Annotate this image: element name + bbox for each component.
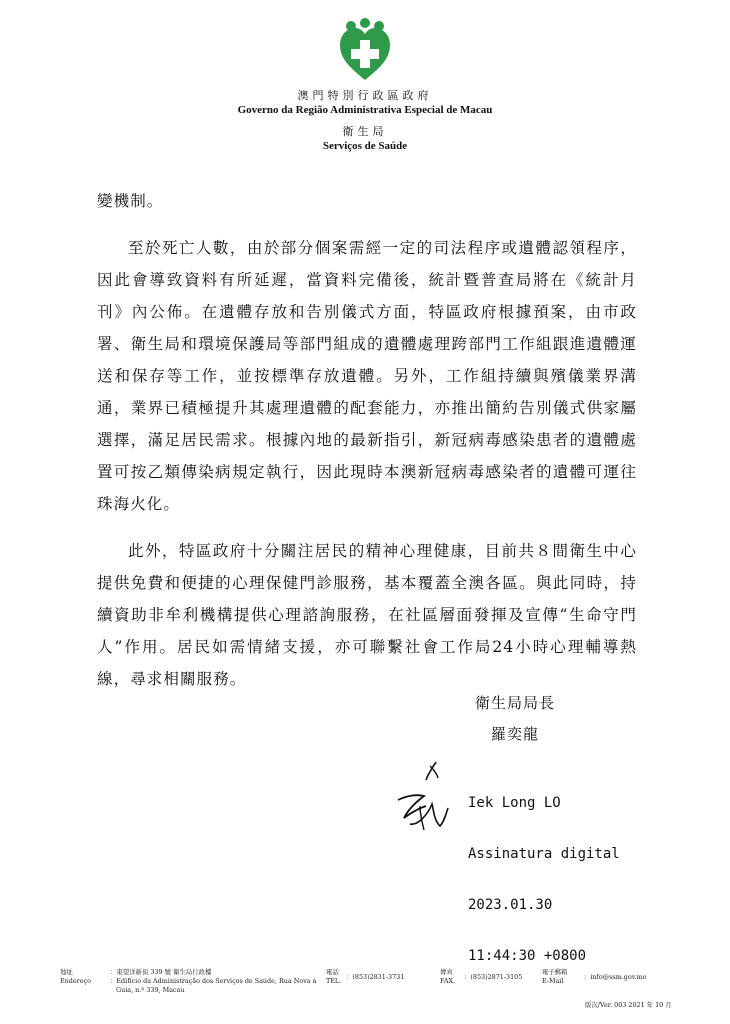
footer	[60, 968, 680, 1018]
footer-address-label-zh: 地址	[60, 968, 73, 976]
footer-fax-label-zh: 傳真	[440, 968, 453, 976]
footer-tel-label-pt: TEL.	[326, 977, 342, 985]
org-name-zh: 澳門特別行政區政府	[297, 89, 433, 102]
footer-fax-value: ：(853)2871-3105	[464, 973, 523, 981]
digital-signature-label: Assinatura digital	[468, 846, 620, 862]
letterhead	[0, 18, 730, 152]
digital-signature-time: 11:44:30 +0800	[468, 948, 587, 964]
dept-name-pt: Serviços de Saúde	[322, 140, 408, 152]
footer-address-label-pt: Endereço	[60, 977, 91, 985]
footer-email-label-pt: E-Mail	[542, 977, 564, 985]
footer-email-value: ：info@ssm.gov.mo	[584, 973, 647, 981]
footer-address-pt: ：Edifício da Administração dos Serviços de Saúde, Rua Nova à	[110, 977, 317, 985]
paragraph: 至於死亡人數，由於部分個案需經一定的司法程序或遺體認領程序，因此會導致資料有所延遲，當資料完備後，統計暨普查局將在《統計月刊》內公佈。在遺體存放和告別儀式方面，特區政府根據預案，由市政署、衛生局和環境保護局等部門組成的遺體處理跨部門工作組跟進遺體運送和保存等工作，並按標準存放遺體。另外，工作組持續與殯儀業界溝通，業界已積極提升其處理遺體的配套能力，亦推出簡約告別儀式供家屬選擇，滿足居民需求。根據內地的最新指引，新冠病毒感染患者的遺體處置可按乙類傳染病規定執行，因此現時本澳新冠病毒感染者的遺體可運往珠海火化。	[97, 239, 637, 513]
health-bureau-logo-icon	[334, 18, 396, 82]
dept-name-zh: 衛生局	[342, 125, 388, 138]
letter-body	[97, 185, 637, 695]
footer-tel-label-zh: 電話	[326, 968, 339, 976]
digital-signature-date: 2023.01.30	[468, 897, 553, 913]
digital-signature-signer: Iek Long LO	[468, 795, 561, 811]
handwritten-signature-icon	[390, 756, 460, 834]
digital-signature	[468, 761, 620, 982]
footer-email-label-zh: 電子郵箱	[542, 968, 568, 976]
paragraph: 此外，特區政府十分關注居民的精神心理健康，目前共８間衛生中心提供免費和便捷的心理保健門診服務，基本覆蓋全澳各區。與此同時，持續資助非牟利機構提供心理諮詢服務，在社區層面發揮及宣傳“生命守門人”作用。居民如需情緒支援，亦可聯繫社會工作局24小時心理輔導熱線，尋求相關服務。	[97, 542, 637, 688]
signer-name: 羅奕龍	[490, 725, 539, 743]
footer-address-zh: ：東望洋新街 339 號 衛生局行政樓	[110, 968, 212, 976]
footer-tel-value: ：(853)2831-3731	[346, 973, 405, 981]
footer-fax-label-pt: FAX.	[440, 977, 456, 985]
signer-title: 衛生局局長	[474, 694, 555, 712]
signer-block	[455, 688, 575, 750]
version-label: 版次/Ver. 003 2021 年 10 月	[585, 1001, 672, 1009]
org-name-pt: Governo da Região Administrativa Especial de Macau	[237, 104, 493, 116]
footer-address-pt-cont: Guia, n.º 339, Macau	[116, 986, 185, 994]
paragraph: 變機制。	[97, 192, 164, 210]
